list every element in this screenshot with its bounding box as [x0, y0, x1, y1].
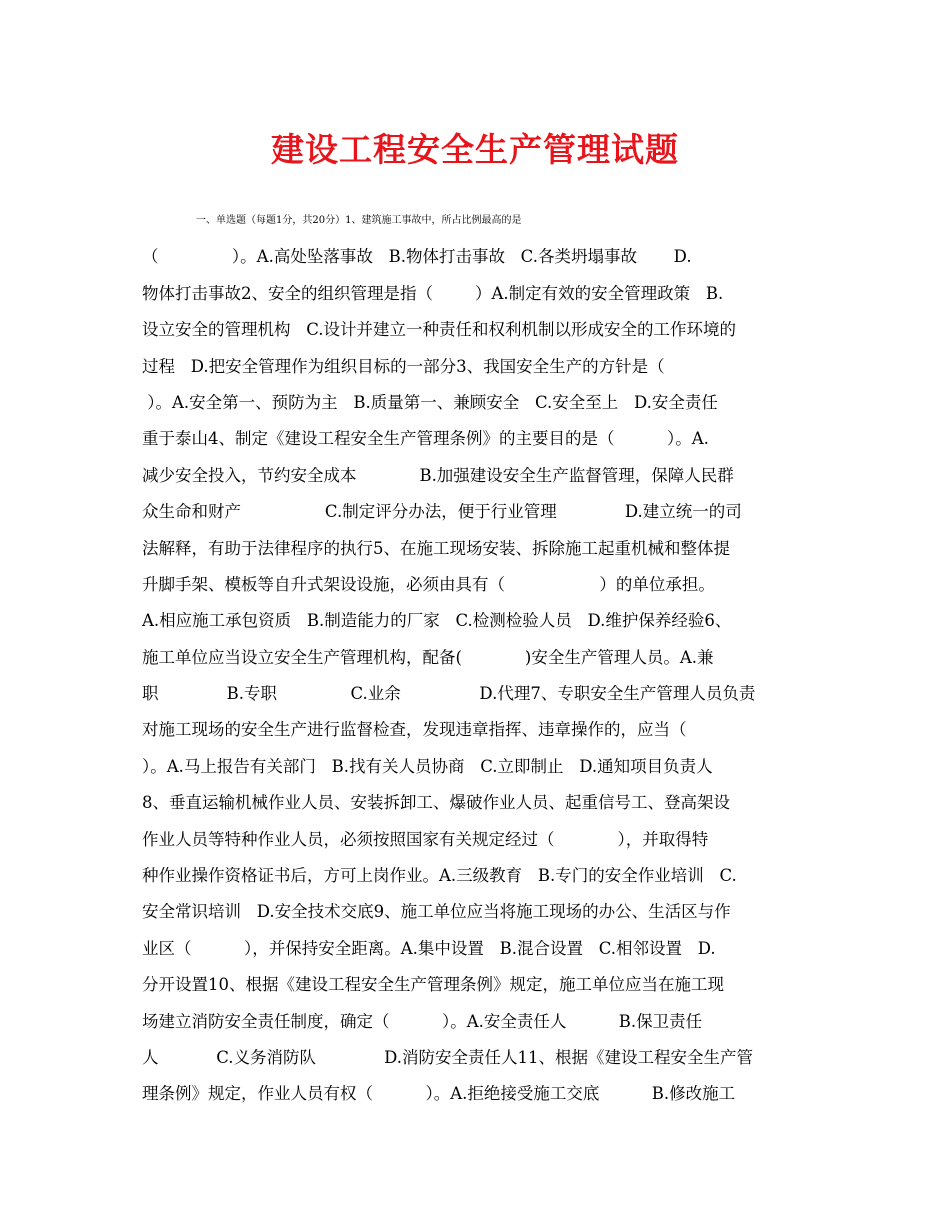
body-line: 理条例》规定，作业人员有权（ ）。A.拒绝接受施工交底 B.修改施工 — [142, 1084, 736, 1104]
body-line: 业区（ ），并保持安全距离。A.集中设置 B.混合设置 C.相邻设置 D. — [142, 938, 716, 958]
body-line: 分开设置10、根据《建设工程安全生产管理条例》规定，施工单位应当在施工现 — [142, 975, 724, 995]
body-line: 设立安全的管理机构 C.设计并建立一种责任和权利机制以形成安全的工作环境的 — [142, 320, 737, 340]
body-line: 职 B.专职 C.业余 D.代理7、专职安全生产管理人员负责 — [142, 684, 756, 704]
body-line: ）。A.安全第一、预防为主 B.质量第一、兼顾安全 C.安全至上 D.安全责任 — [142, 392, 718, 412]
body-line: 过程 D.把安全管理作为组织目标的一部分3、我国安全生产的方针是（ — [142, 356, 665, 376]
body-line: 场建立消防安全责任制度，确定（ ）。A.安全责任人 B.保卫责任 — [142, 1011, 703, 1031]
body-line: 减少安全投入，节约安全成本 B.加强建设安全生产监督管理，保障人民群 — [142, 465, 734, 485]
document-body — [142, 203, 810, 1113]
body-line: 升脚手架、模板等自升式架设设施，必须由具有（ ）的单位承担。 — [142, 574, 715, 594]
body-line: A.相应施工承包资质 B.制造能力的厂家 C.检测检验人员 D.维护保养经验6、 — [142, 611, 732, 631]
body-line: 8、垂直运输机械作业人员、安装拆卸工、爆破作业人员、起重信号工、登高架设 — [142, 793, 730, 813]
body-line: 安全常识培训 D.安全技术交底9、施工单位应当将施工现场的办公、生活区与作 — [142, 902, 731, 922]
body-line: 作业人员等特种作业人员，必须按照国家有关规定经过（ ），并取得特 — [142, 829, 709, 849]
body-line: 重于泰山4、制定《建设工程安全生产管理条例》的主要目的是（ ）。A. — [142, 429, 709, 449]
body-line: 一、单选题（每题1分，共20分）1、建筑施工事故中，所占比例最高的是 — [196, 215, 522, 226]
body-line: 众生命和财产 C.制定评分办法，便于行业管理 D.建立统一的司 — [142, 502, 742, 522]
body-line: 物体打击事故2、安全的组织管理是指（ ）A.制定有效的安全管理政策 B. — [142, 283, 724, 303]
body-line: 施工单位应当设立安全生产管理机构，配备( )安全生产管理人员。A.兼 — [142, 647, 714, 667]
body-line: 法解释，有助于法律程序的执行5、在施工现场安装、拆除施工起重机械和整体提 — [142, 538, 730, 558]
body-line: 人 C.义务消防队 D.消防安全责任人11、根据《建设工程安全生产管 — [142, 1047, 754, 1067]
body-line: 种作业操作资格证书后，方可上岗作业。A.三级教育 B.专门的安全作业培训 C. — [142, 866, 737, 886]
body-line: ）。A.马上报告有关部门 B.找有关人员协商 C.立即制止 D.通知项目负责人 — [142, 756, 713, 776]
body-line: 对施工现场的安全生产进行监督检查，发现违章指挥、违章操作的，应当（ — [142, 720, 687, 740]
body-line: （ ）。A.高处坠落事故 B.物体打击事故 C.各类坍塌事故 D. — [142, 247, 692, 267]
document-title: 建设工程安全生产管理试题 — [271, 130, 679, 169]
